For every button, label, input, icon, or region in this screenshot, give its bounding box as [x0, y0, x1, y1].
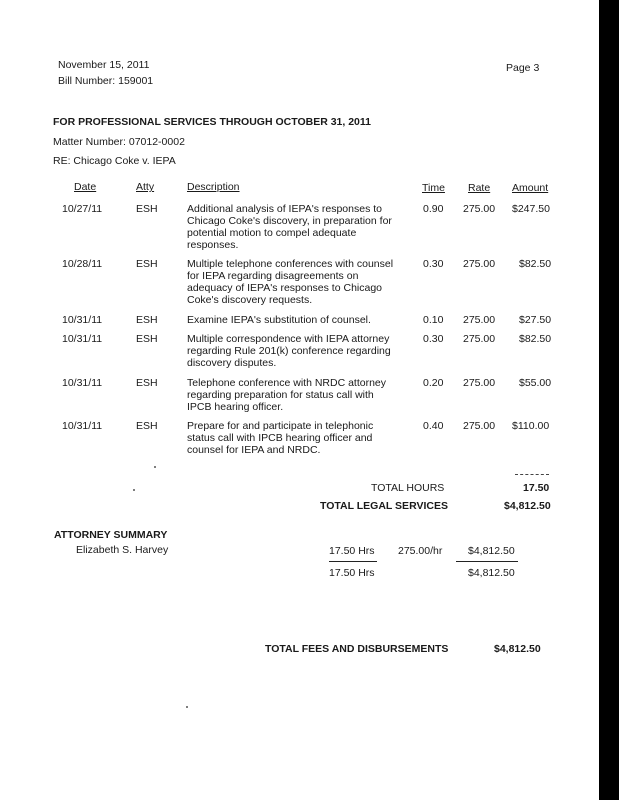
matter-number: Matter Number: 07012-0002: [53, 136, 185, 148]
entry-date: 10/31/11: [62, 333, 103, 345]
entry-rate: 275.00: [463, 377, 496, 389]
col-header-description: Description: [187, 181, 240, 193]
services-title: FOR PROFESSIONAL SERVICES THROUGH OCTOBER 31, 2011: [53, 116, 371, 128]
total-hours-label: TOTAL HOURS: [371, 482, 445, 494]
entry-time: 0.10: [423, 314, 444, 326]
attorney-summary-title: ATTORNEY SUMMARY: [54, 529, 168, 541]
scan-speck: [186, 706, 188, 708]
col-header-atty: Atty: [136, 181, 155, 193]
summary-total-amount: $4,812.50: [468, 567, 515, 579]
entry-description: Additional analysis of IEPA's responses to Chicago Coke's discovery, in preparation for potential motion to compel adequate responses.: [187, 203, 392, 251]
page-number: Page 3: [506, 62, 540, 74]
total-hours-value: 17.50: [523, 482, 550, 494]
entry-rate: 275.00: [463, 258, 496, 270]
entry-amount: $247.50: [512, 203, 550, 215]
entry-rate: 275.00: [463, 420, 496, 432]
col-header-rate: Rate: [468, 182, 491, 194]
total-fees-value: $4,812.50: [494, 643, 541, 655]
entry-amount: $82.50: [519, 258, 552, 270]
entry-date: 10/31/11: [62, 314, 103, 326]
entry-amount: $82.50: [519, 333, 552, 345]
entry-atty: ESH: [136, 420, 158, 432]
entry-rate: 275.00: [463, 333, 496, 345]
col-header-date: Date: [74, 181, 97, 193]
entry-time: 0.90: [423, 203, 444, 215]
entry-description: Examine IEPA's substitution of counsel.: [187, 314, 371, 326]
entry-atty: ESH: [136, 203, 158, 215]
attorney-amount: $4,812.50: [468, 545, 515, 557]
entry-time: 0.30: [423, 333, 444, 345]
entry-amount: $110.00: [512, 420, 550, 432]
entry-date: 10/31/11: [62, 420, 103, 432]
entry-time: 0.30: [423, 258, 444, 270]
col-header-amount: Amount: [512, 182, 549, 194]
entry-description: Multiple telephone conferences with counsel for IEPA regarding disagreements on adequacy of IEPA's responses to Chicago Coke's discovery requests.: [187, 258, 394, 306]
entry-rate: 275.00: [463, 203, 496, 215]
entry-rate: 275.00: [463, 314, 496, 326]
attorney-name: Elizabeth S. Harvey: [76, 544, 169, 556]
total-hours-rule: [515, 474, 549, 475]
summary-amount-rule: [456, 561, 518, 562]
entry-date: 10/28/11: [62, 258, 103, 270]
attorney-rate: 275.00/hr: [398, 545, 443, 557]
entry-description: Prepare for and participate in telephonic status call with IPCB hearing officer and counsel for IEPA and NRDC.: [187, 420, 374, 456]
re-line: RE: Chicago Coke v. IEPA: [53, 155, 176, 167]
col-header-time: Time: [422, 182, 445, 194]
scan-edge-bar: [599, 0, 619, 800]
entry-atty: ESH: [136, 377, 158, 389]
entry-atty: ESH: [136, 258, 158, 270]
entry-atty: ESH: [136, 333, 158, 345]
scan-speck: [154, 466, 156, 468]
entry-description: Multiple correspondence with IEPA attorney regarding Rule 201(k) conference regarding discovery disputes.: [187, 333, 391, 369]
entry-date: 10/31/11: [62, 377, 103, 389]
total-legal-services-label: TOTAL LEGAL SERVICES: [320, 500, 448, 512]
scan-speck: [133, 489, 135, 491]
entry-date: 10/27/11: [62, 203, 103, 215]
bill-number: Bill Number: 159001: [58, 75, 154, 87]
attorney-hours: 17.50 Hrs: [329, 545, 375, 557]
entry-amount: $55.00: [519, 377, 552, 389]
summary-hours-rule: [329, 561, 377, 562]
summary-total-hours: 17.50 Hrs: [329, 567, 375, 579]
entry-description: Telephone conference with NRDC attorney regarding preparation for status call with IPCB hearing officer.: [187, 377, 387, 413]
entry-time: 0.20: [423, 377, 444, 389]
invoice-date: November 15, 2011: [58, 59, 150, 71]
total-legal-services-value: $4,812.50: [504, 500, 551, 512]
total-fees-label: TOTAL FEES AND DISBURSEMENTS: [265, 643, 449, 655]
entry-time: 0.40: [423, 420, 444, 432]
entry-amount: $27.50: [519, 314, 552, 326]
entry-atty: ESH: [136, 314, 158, 326]
